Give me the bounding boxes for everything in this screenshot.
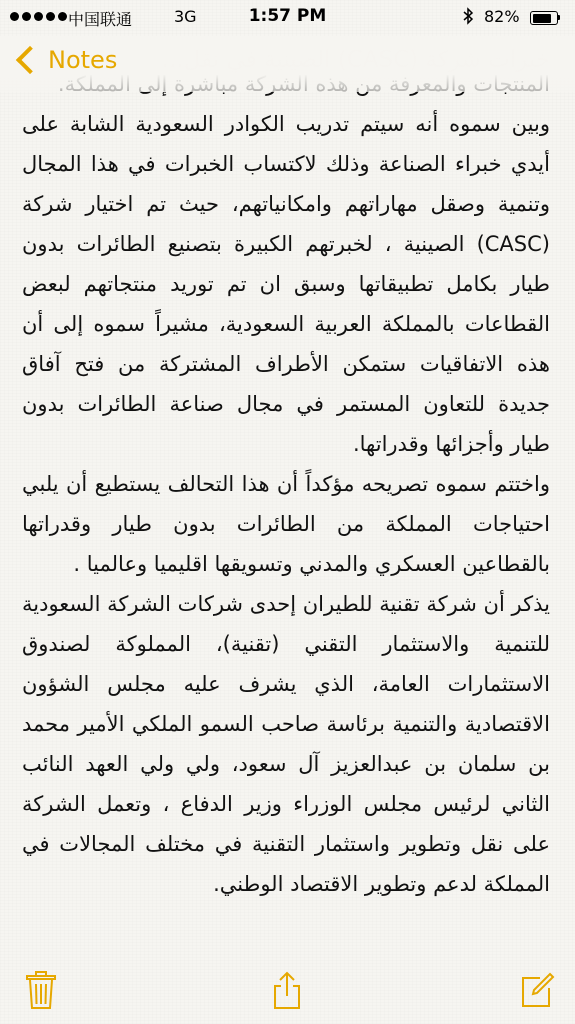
trash-icon — [24, 970, 58, 1010]
share-note-button[interactable] — [270, 970, 304, 1010]
battery-cap — [558, 15, 560, 20]
navigation-bar — [0, 36, 575, 92]
note-content[interactable] — [22, 92, 550, 944]
note-body — [22, 64, 550, 904]
note-paragraph: واختتم سموه تصريحه مؤكداً أن هذا التحالف يستطيع أن يلبي احتياجات المملكة من الطائرات بدون طيار وقدراتها بالقطاعين العسكري والمدني وتسويقها اقليميا وعالميا . — [22, 472, 550, 576]
network-type: 3G — [174, 7, 197, 26]
battery-icon — [530, 11, 558, 25]
compose-icon — [520, 970, 554, 1010]
bottom-toolbar — [0, 944, 575, 1024]
note-paragraph: وبين سموه أنه سيتم تدريب الكوادر السعودية الشابة على أيدي خبراء الصناعة وذلك لاكتساب الخبرات في هذا المجال وتنمية وصقل مهاراتهم وامكانياتهم، حيث تم اختيار شركة (CASC) الصينية ، لخبرتهم الكبيرة بتصنيع الطائرات بدون طيار بكامل تطبيقاتها وسبق ان تم توريد منتجاتهم لبعض القطاعات بالمملكة العربية السعودية، مشيراً سموه إلى أن هذه الاتفاقيات ستمكن الأطراف المشتركة من فتح آفاق جديدة للتعاون المستمر في مجال صناعة الطائرات بدون طيار وأجزائها وقدراتها. — [22, 112, 550, 456]
carrier-name: 中国联通 — [68, 10, 133, 29]
note-paragraph: يذكر أن شركة تقنية للطيران إحدى شركات الشركة السعودية للتنمية والاستثمار التقني (تقنية)، المملوكة لصندوق الاستثمارات العامة، الذي يشرف عليه مجلس الشؤون الاقتصادية والتنمية برئاسة صاحب السمو الملكي الأمير محمد بن سلمان بن عبدالعزيز آل سعود، ولي ولي العهد النائب الثاني لرئيس مجلس الوزراء وزير الدفاع ، وتعمل الشركة على نقل وتطوير واستثمار التقنية في مختلف المجالات في المملكة لدعم وتطوير الاقتصاد الوطني. — [22, 592, 550, 896]
status-time: 1:57 PM — [248, 6, 327, 26]
delete-note-button[interactable] — [24, 970, 58, 1010]
new-note-button[interactable] — [520, 970, 554, 1010]
back-button-label: Notes — [48, 46, 118, 74]
chevron-left-icon — [16, 46, 44, 74]
battery-percent: 82% — [484, 7, 520, 26]
back-to-notes-button[interactable] — [14, 46, 117, 74]
share-icon — [270, 970, 304, 1010]
bluetooth-icon — [462, 7, 474, 29]
status-bar — [0, 0, 575, 36]
